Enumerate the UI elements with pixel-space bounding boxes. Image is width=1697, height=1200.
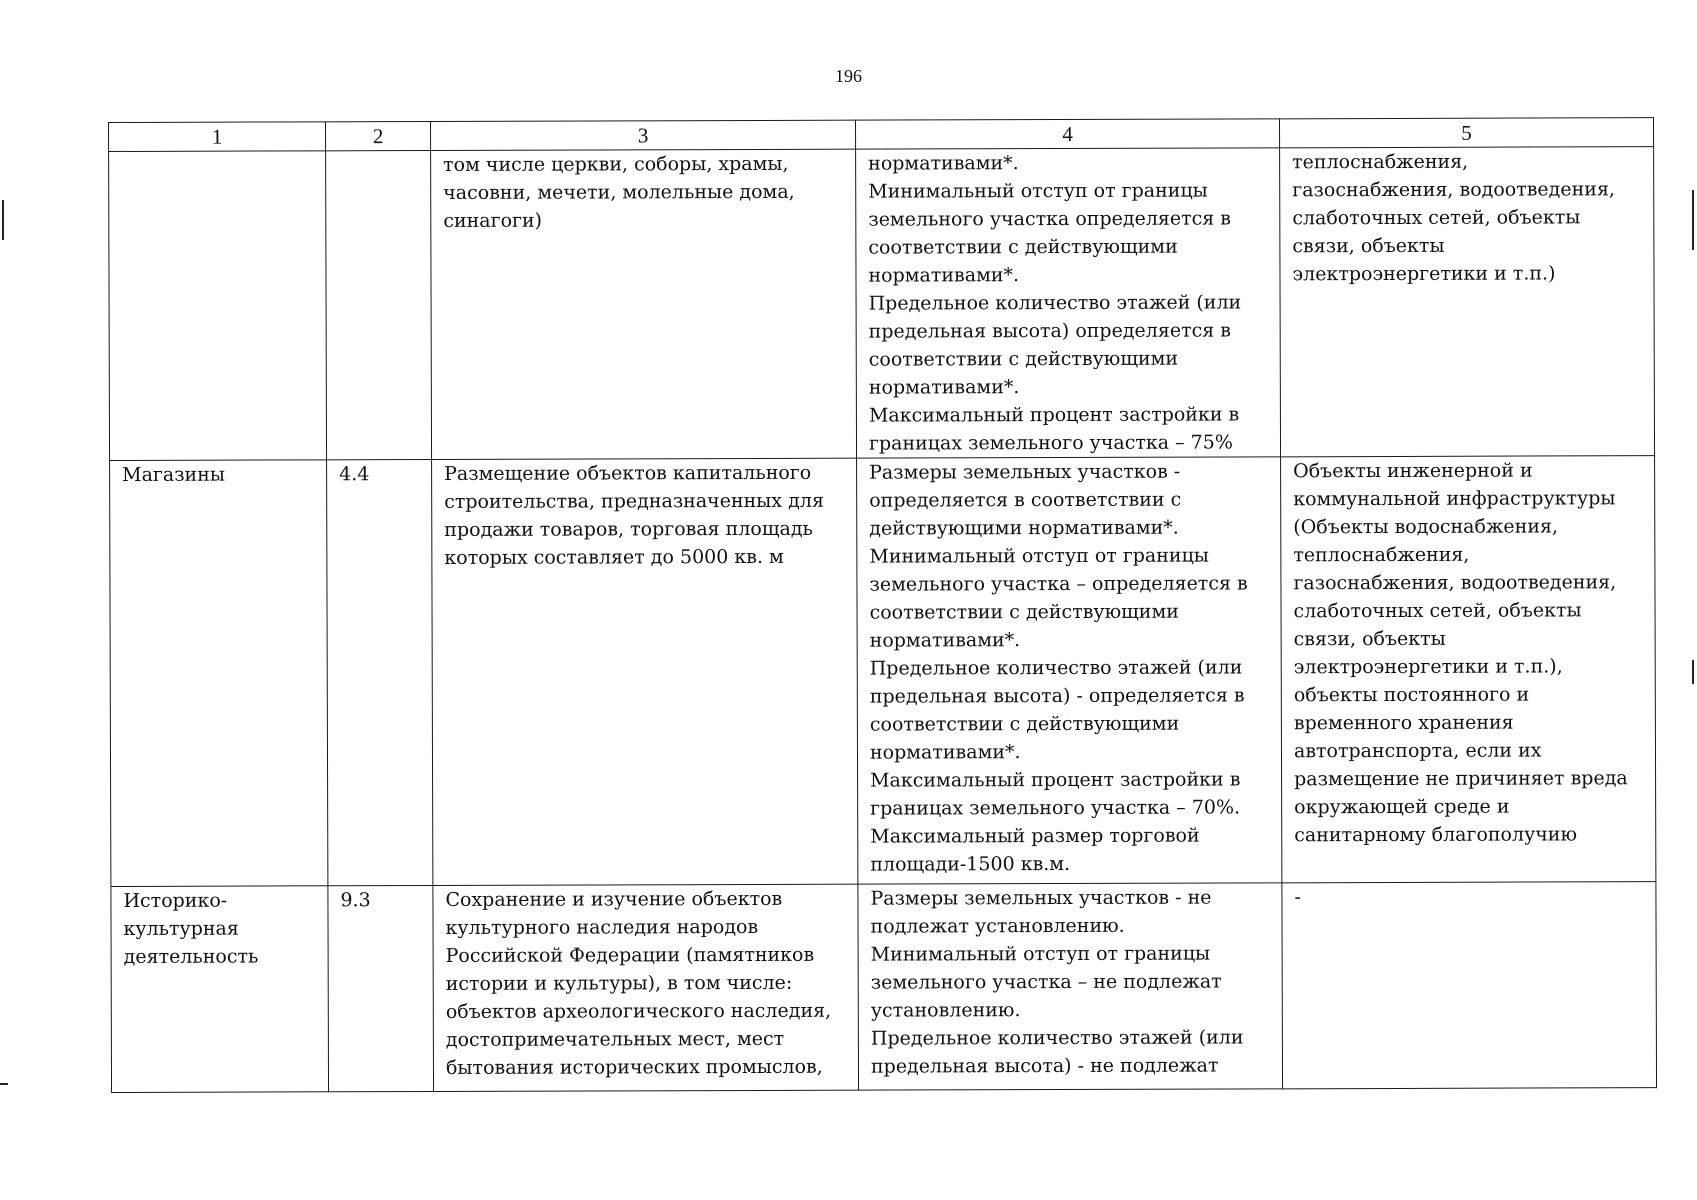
page-number: 196 [835, 66, 862, 86]
cell-parameters: Размеры земельных участков - не подлежат установлению. Минимальный отступ от границы земельного участка – не подлежат установлению. Предельное количество этажей (или предельная высота) - не подлежат [858, 883, 1283, 1090]
zoning-table [108, 117, 1657, 1093]
column-header-1: 1 [109, 122, 326, 152]
cell-related: - [1282, 882, 1657, 1089]
column-header-2: 2 [326, 121, 431, 150]
cell-related: теплоснабжения, газоснабжения, водоотведения, слаботочных сетей, объекты связи, объекты электроэнергетики и т.п.) [1280, 147, 1655, 457]
cell-description: Размещение объектов капитального строительства, предназначенных для продажи товаров, торговая площадь которых составляет до 5000 кв. м [432, 458, 858, 885]
column-header-5: 5 [1279, 118, 1653, 148]
scan-edge-mark-left-bottom [0, 1083, 8, 1085]
cell-code: 4.4 [327, 459, 433, 885]
scan-edge-mark-right [1692, 190, 1694, 250]
cell-description: Сохранение и изучение объектов культурного наследия народов Российской Федерации (памятников истории и культуры), в том числе: объектов археологического наследия, достопримечательных мест, мест бытования исторических промыслов, [433, 884, 859, 1091]
cell-parameters: нормативами*. Минимальный отступ от границы земельного участка определяется в соответствии с действующими нормативами*. Предельное количество этажей (или предельная высота) определяется в соответствии с действующими нормативами*. Максимальный процент застройки в границах земельного участка – 75% [856, 148, 1281, 458]
cell-name: Магазины [110, 460, 328, 887]
cell-code: 9.3 [328, 885, 434, 1091]
table-row [109, 147, 1655, 461]
cell-code [326, 150, 432, 459]
table-row [111, 882, 1657, 1093]
scan-edge-mark-right-lower [1692, 660, 1694, 684]
cell-name: Историко- культурная деятельность [111, 886, 329, 1093]
table-row [110, 456, 1656, 887]
cell-parameters: Размеры земельных участков - определяется в соответствии с действующими нормативами*. Минимальный отступ от границы земельного участка – определяется в соответствии с действующими нормативами*. Предельное количество этажей (или предельная высота) - определяется в соответствии с действующими нормативами*. Максимальный процент застройки в границах земельного участка – 70%. Максимальный размер торговой площади-1500 кв.м. [857, 457, 1282, 884]
cell-related: Объекты инженерной и коммунальной инфраструктуры (Объекты водоснабжения, теплоснабжения, газоснабжения, водоотведения, слаботочных сетей, объекты связи, объекты электроэнергетики и т.п.), объекты постоянного и временного хранения автотранспорта, если их размещение не причиняет вреда окружающей среде и санитарному благополучию [1281, 456, 1656, 883]
column-header-4: 4 [855, 119, 1279, 149]
cell-name [109, 151, 327, 461]
column-header-3: 3 [430, 120, 855, 150]
cell-description: том числе церкви, соборы, храмы, часовни, мечети, молельные дома, синагоги) [431, 149, 857, 459]
scan-edge-mark-left [2, 200, 4, 240]
